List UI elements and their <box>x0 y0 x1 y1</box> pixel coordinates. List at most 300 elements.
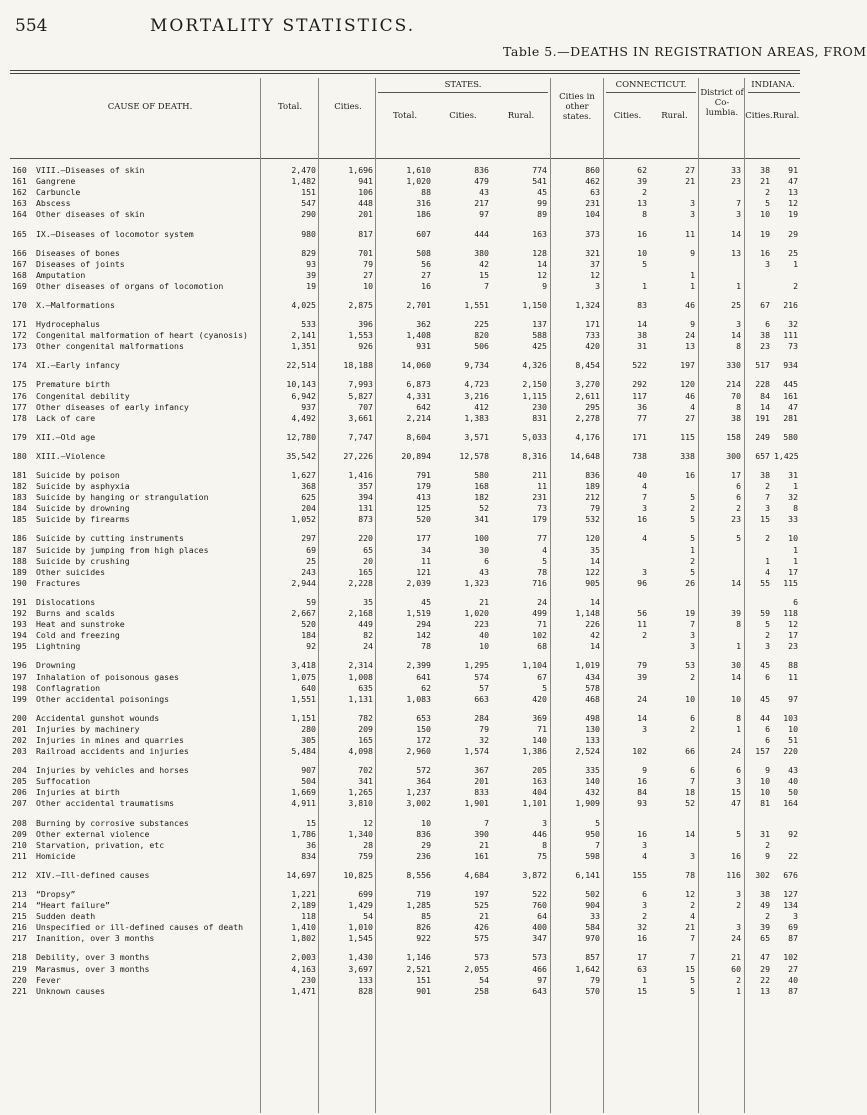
value-cell: 14,060 <box>401 360 431 371</box>
cause-of-death: Conflagration <box>36 682 101 693</box>
cause-of-death: Injuries by machinery <box>36 723 140 734</box>
value-cell: 2,521 <box>406 963 431 974</box>
value-cell: 1 <box>736 280 741 291</box>
value-cell: 836 <box>474 165 489 176</box>
value-cell: 100 <box>474 533 489 544</box>
value-cell <box>697 270 743 281</box>
value-cell: 14,697 <box>286 869 316 880</box>
table-row <box>10 187 800 198</box>
value-cell: 5 <box>765 198 770 209</box>
value-cell: 2 <box>765 481 770 492</box>
cause-of-death: Accidental gunshot wounds <box>36 712 160 723</box>
value-cell: 1,083 <box>406 693 431 704</box>
value-cell: 34 <box>421 544 431 555</box>
table-row <box>10 451 800 462</box>
value-cell: 462 <box>585 176 600 187</box>
spacer-cell <box>10 292 800 300</box>
value-cell: 1,416 <box>348 470 373 481</box>
row-spacer <box>10 862 800 870</box>
header-states: STATES. <box>444 80 482 90</box>
value-cell: 573 <box>474 952 489 963</box>
value-cell: 580 <box>783 431 798 442</box>
value-cell: 54 <box>479 974 489 985</box>
value-cell: 23 <box>760 341 770 352</box>
spacer-cell <box>10 757 800 765</box>
value-cell: 1,386 <box>522 746 547 757</box>
value-cell: 16 <box>637 228 647 239</box>
line-number: 188 <box>12 555 27 566</box>
value-cell: 14 <box>637 712 647 723</box>
line-number: 167 <box>12 258 27 269</box>
value-cell: 32 <box>788 492 798 503</box>
value-cell: 8 <box>542 839 547 850</box>
value-cell: 826 <box>416 922 431 933</box>
value-cell: 3,872 <box>522 869 547 880</box>
table-row <box>10 330 800 341</box>
value-cell: 21 <box>479 911 489 922</box>
value-cell: 103 <box>783 712 798 723</box>
line-number: 161 <box>12 176 27 187</box>
value-cell: 380 <box>474 247 489 258</box>
value-cell: 231 <box>532 492 547 503</box>
value-cell: 733 <box>585 330 600 341</box>
spacer-cell <box>10 525 800 533</box>
line-number: 217 <box>12 933 27 944</box>
value-cell: 574 <box>474 671 489 682</box>
line-number: 168 <box>12 269 27 280</box>
cause-of-death: Suicide by asphyxia <box>36 481 130 492</box>
spacer-cell <box>10 862 800 870</box>
value-cell: 38 <box>637 330 647 341</box>
value-cell <box>772 683 800 694</box>
value-cell: 102 <box>632 746 647 757</box>
value-cell: 641 <box>416 671 431 682</box>
value-cell: 214 <box>726 379 741 390</box>
value-cell: 11 <box>685 228 695 239</box>
value-cell: 3 <box>690 198 695 209</box>
value-cell: 97 <box>537 974 547 985</box>
value-cell: 367 <box>474 765 489 776</box>
value-cell: 5,827 <box>348 390 373 401</box>
value-cell: 10 <box>479 641 489 652</box>
value-cell: 51 <box>788 734 798 745</box>
value-cell: 52 <box>685 798 695 809</box>
table-row <box>10 787 800 798</box>
value-cell: 426 <box>474 922 489 933</box>
table-row <box>10 964 800 975</box>
value-cell: 211 <box>532 470 547 481</box>
value-cell: 177 <box>416 533 431 544</box>
value-cell <box>697 840 743 851</box>
table-row <box>10 922 800 933</box>
value-cell: 980 <box>301 228 316 239</box>
value-cell: 292 <box>632 379 647 390</box>
value-cell: 111 <box>783 330 798 341</box>
table-row <box>10 829 800 840</box>
row-spacer <box>10 810 800 818</box>
cause-of-death: Unknown causes <box>36 985 106 996</box>
value-cell: 22 <box>788 850 798 861</box>
value-cell: 179 <box>532 514 547 525</box>
value-cell: 394 <box>358 492 373 503</box>
row-spacer <box>10 757 800 765</box>
value-cell: 5 <box>595 817 600 828</box>
table-row <box>10 360 800 371</box>
value-cell: 1,340 <box>348 828 373 839</box>
value-cell: 45 <box>760 660 770 671</box>
line-number: 210 <box>12 839 27 850</box>
value-cell: 4,025 <box>291 299 316 310</box>
cause-of-death: Homicide <box>36 850 76 861</box>
top-rule <box>10 70 800 71</box>
value-cell: 1 <box>793 544 798 555</box>
value-cell: 230 <box>301 974 316 985</box>
cause-of-death: Other diseases of organs of locomotion <box>36 280 224 291</box>
value-cell: 97 <box>479 209 489 220</box>
value-cell: 479 <box>474 176 489 187</box>
value-cell <box>697 187 743 198</box>
value-cell: 2 <box>765 911 770 922</box>
value-cell: 4 <box>642 850 647 861</box>
cause-of-death: Railroad accidents and injuries <box>36 746 189 757</box>
value-cell: 2 <box>765 533 770 544</box>
value-cell: 6 <box>736 481 741 492</box>
value-cell: 47 <box>788 176 798 187</box>
value-cell: 73 <box>537 503 547 514</box>
value-cell: 3 <box>542 817 547 828</box>
header-ct-cities: Cities. <box>613 111 642 121</box>
value-cell: 3 <box>736 209 741 220</box>
cause-of-death: Marasmus, over 3 months <box>36 963 150 974</box>
cause-of-death: Carbuncle <box>36 187 81 198</box>
value-cell: 1,265 <box>348 787 373 798</box>
value-cell: 12 <box>788 198 798 209</box>
line-number: 163 <box>12 198 27 209</box>
cause-of-death: XII.—Old age <box>36 431 96 442</box>
value-cell: 5,484 <box>291 746 316 757</box>
cause-of-death: Hydrocephalus <box>36 319 101 330</box>
value-cell: 3 <box>690 850 695 861</box>
value-cell: 220 <box>783 746 798 757</box>
table-row <box>10 986 800 997</box>
value-cell: 1,430 <box>348 952 373 963</box>
value-cell: 39 <box>760 922 770 933</box>
value-cell: 2,278 <box>575 412 600 423</box>
spacer-cell <box>10 424 800 432</box>
value-cell: 8,604 <box>406 431 431 442</box>
value-cell: 857 <box>585 952 600 963</box>
value-cell: 10 <box>760 209 770 220</box>
value-cell: 43 <box>788 765 798 776</box>
table-row <box>10 630 800 641</box>
value-cell: 7 <box>484 817 489 828</box>
value-cell: 8 <box>793 503 798 514</box>
value-cell: 118 <box>783 608 798 619</box>
line-number: 182 <box>12 481 27 492</box>
spacer-cell <box>10 352 800 360</box>
line-number: 193 <box>12 619 27 630</box>
value-cell <box>772 840 800 851</box>
value-cell: 533 <box>301 319 316 330</box>
value-cell: 42 <box>479 258 489 269</box>
value-cell: 151 <box>416 974 431 985</box>
line-number: 204 <box>12 765 27 776</box>
value-cell: 3 <box>642 723 647 734</box>
value-cell: 10,825 <box>343 869 373 880</box>
line-number: 199 <box>12 693 27 704</box>
value-cell: 81 <box>760 798 770 809</box>
value-cell <box>602 683 649 694</box>
value-cell: 226 <box>585 619 600 630</box>
value-cell <box>697 683 743 694</box>
header-states-cities: Cities. <box>449 111 477 121</box>
table-row <box>10 413 800 424</box>
value-cell: 2,470 <box>291 165 316 176</box>
value-cell: 24 <box>731 933 741 944</box>
header-cause: CAUSE OF DEATH. <box>107 102 193 112</box>
value-cell: 2 <box>793 280 798 291</box>
value-cell: 1,115 <box>522 390 547 401</box>
value-cell: 2,399 <box>406 660 431 671</box>
value-cell: 59 <box>760 608 770 619</box>
value-cell: 4,911 <box>291 798 316 809</box>
value-cell: 22,514 <box>286 360 316 371</box>
value-cell: 27 <box>421 269 431 280</box>
value-cell: 96 <box>637 577 647 588</box>
cause-of-death: Other diseases of skin <box>36 209 145 220</box>
cause-of-death: XI.—Early infancy <box>36 360 120 371</box>
value-cell <box>772 818 800 829</box>
cause-of-death: Other external violence <box>36 828 150 839</box>
value-cell: 6 <box>765 671 770 682</box>
value-cell: 357 <box>358 481 373 492</box>
cause-of-death: Lack of care <box>36 412 96 423</box>
value-cell: 151 <box>301 187 316 198</box>
line-number: 207 <box>12 798 27 809</box>
value-cell: 60 <box>731 963 741 974</box>
line-number: 212 <box>12 869 27 880</box>
value-cell: 831 <box>532 412 547 423</box>
table-row <box>10 818 800 829</box>
value-cell: 66 <box>685 746 695 757</box>
value-cell: 29 <box>760 963 770 974</box>
value-cell: 92 <box>788 828 798 839</box>
table-row <box>10 713 800 724</box>
value-cell: 1,519 <box>406 608 431 619</box>
cause-of-death: Other suicides <box>36 566 106 577</box>
value-cell: 106 <box>358 187 373 198</box>
table-row <box>10 619 800 630</box>
value-cell: 70 <box>731 390 741 401</box>
row-spacer <box>10 944 800 952</box>
value-cell: 4,331 <box>406 390 431 401</box>
value-cell: 39 <box>731 608 741 619</box>
table-row <box>10 341 800 352</box>
table-row <box>10 694 800 705</box>
header-bottom-rule <box>10 158 800 159</box>
value-cell: 52 <box>479 503 489 514</box>
value-cell: 16 <box>760 247 770 258</box>
value-cell: 17 <box>637 952 647 963</box>
table-row <box>10 281 800 292</box>
value-cell: 10 <box>760 776 770 787</box>
value-cell: 3,418 <box>291 660 316 671</box>
value-cell <box>649 187 697 198</box>
value-cell: 133 <box>585 734 600 745</box>
line-number: 173 <box>12 341 27 352</box>
value-cell: 67 <box>537 671 547 682</box>
value-cell: 791 <box>416 470 431 481</box>
value-cell: 5 <box>736 533 741 544</box>
table-row <box>10 870 800 881</box>
value-cell: 6 <box>765 734 770 745</box>
value-cell: 82 <box>363 630 373 641</box>
value-cell: 16 <box>685 470 695 481</box>
value-cell: 14 <box>731 228 741 239</box>
value-cell: 836 <box>585 470 600 481</box>
value-cell: 68 <box>537 641 547 652</box>
value-cell: 2 <box>736 503 741 514</box>
row-spacer <box>10 352 800 360</box>
value-cell <box>697 818 743 829</box>
value-cell: 40 <box>637 470 647 481</box>
value-cell: 91 <box>788 165 798 176</box>
value-cell: 19 <box>788 209 798 220</box>
table-row <box>10 259 800 270</box>
value-cell: 79 <box>479 723 489 734</box>
value-cell: 3 <box>642 900 647 911</box>
value-cell: 10 <box>637 247 647 258</box>
value-cell: 35 <box>363 596 373 607</box>
value-cell: 16 <box>637 933 647 944</box>
value-cell: 14 <box>760 401 770 412</box>
value-cell: 834 <box>301 850 316 861</box>
value-cell: 35,542 <box>286 450 316 461</box>
value-cell: 161 <box>474 850 489 861</box>
cause-of-death: Unspecified or ill-defined causes of death <box>36 922 244 933</box>
value-cell: 27 <box>685 165 695 176</box>
value-cell: 13 <box>760 985 770 996</box>
table-row <box>10 608 800 619</box>
value-cell: 3,697 <box>348 963 373 974</box>
value-cell: 522 <box>532 889 547 900</box>
table-row <box>10 481 800 492</box>
table-title: Table 5.—DEATHS IN REGISTRATION AREAS, FROM <box>503 44 867 59</box>
value-cell: 27 <box>363 269 373 280</box>
value-cell: 1,323 <box>464 577 489 588</box>
value-cell: 79 <box>590 974 600 985</box>
value-cell: 5 <box>690 533 695 544</box>
value-cell: 10 <box>731 693 741 704</box>
value-cell: 12 <box>363 817 373 828</box>
cause-of-death: Other congenital malformations <box>36 341 184 352</box>
value-cell: 31 <box>760 828 770 839</box>
value-cell: 6 <box>484 555 489 566</box>
value-cell: 45 <box>760 693 770 704</box>
line-number: 170 <box>12 299 27 310</box>
value-cell: 1 <box>642 974 647 985</box>
value-cell <box>743 597 772 608</box>
table-row <box>10 567 800 578</box>
value-cell: 2,039 <box>406 577 431 588</box>
value-cell: 14 <box>731 577 741 588</box>
value-cell: 6 <box>793 596 798 607</box>
value-cell: 117 <box>632 390 647 401</box>
line-number: 166 <box>12 247 27 258</box>
value-cell: 10 <box>421 817 431 828</box>
value-cell: 2 <box>690 503 695 514</box>
table-row <box>10 391 800 402</box>
value-cell: 1,482 <box>291 176 316 187</box>
table-row <box>10 503 800 514</box>
table-row <box>10 533 800 544</box>
value-cell: 316 <box>416 198 431 209</box>
value-cell: 24 <box>537 596 547 607</box>
value-cell: 30 <box>731 660 741 671</box>
value-cell: 10 <box>363 280 373 291</box>
value-cell: 11 <box>637 619 647 630</box>
value-cell: 3 <box>642 566 647 577</box>
row-spacer <box>10 652 800 660</box>
value-cell: 204 <box>301 503 316 514</box>
value-cell: 163 <box>532 776 547 787</box>
value-cell: 165 <box>358 566 373 577</box>
value-cell: 4,176 <box>575 431 600 442</box>
value-cell: 20 <box>363 555 373 566</box>
value-cell: 2,055 <box>464 963 489 974</box>
value-cell: 13 <box>685 341 695 352</box>
value-cell: 2,214 <box>406 412 431 423</box>
line-number: 177 <box>12 401 27 412</box>
value-cell: 3,810 <box>348 798 373 809</box>
line-number: 213 <box>12 889 27 900</box>
line-number: 191 <box>12 596 27 607</box>
value-cell: 3 <box>736 922 741 933</box>
value-cell: 120 <box>585 533 600 544</box>
value-cell: 6,873 <box>406 379 431 390</box>
value-cell: 5 <box>690 985 695 996</box>
value-cell <box>602 641 649 652</box>
value-cell: 142 <box>416 630 431 641</box>
row-spacer <box>10 881 800 889</box>
value-cell: 3 <box>793 911 798 922</box>
value-cell: 7 <box>690 952 695 963</box>
value-cell: 134 <box>783 900 798 911</box>
cause-of-death: Inanition, over 3 months <box>36 933 155 944</box>
value-cell: 1 <box>793 555 798 566</box>
line-number: 179 <box>12 431 27 442</box>
value-cell: 201 <box>474 776 489 787</box>
value-cell: 3 <box>595 280 600 291</box>
table-row <box>10 671 800 682</box>
row-spacer <box>10 424 800 432</box>
value-cell: 1,551 <box>291 693 316 704</box>
value-cell: 294 <box>416 619 431 630</box>
value-cell: 7 <box>690 933 695 944</box>
cause-of-death: XIV.—Ill-defined causes <box>36 869 150 880</box>
value-cell: 7 <box>690 619 695 630</box>
header-states-total: Total. <box>392 111 418 121</box>
line-number: 205 <box>12 776 27 787</box>
value-cell: 517 <box>755 360 770 371</box>
value-cell: 907 <box>301 765 316 776</box>
value-cell: 201 <box>358 209 373 220</box>
line-number: 196 <box>12 660 27 671</box>
value-cell: 133 <box>358 974 373 985</box>
cause-of-death: XIII.—Violence <box>36 450 106 461</box>
value-cell: 1,010 <box>348 922 373 933</box>
value-cell: 131 <box>358 503 373 514</box>
